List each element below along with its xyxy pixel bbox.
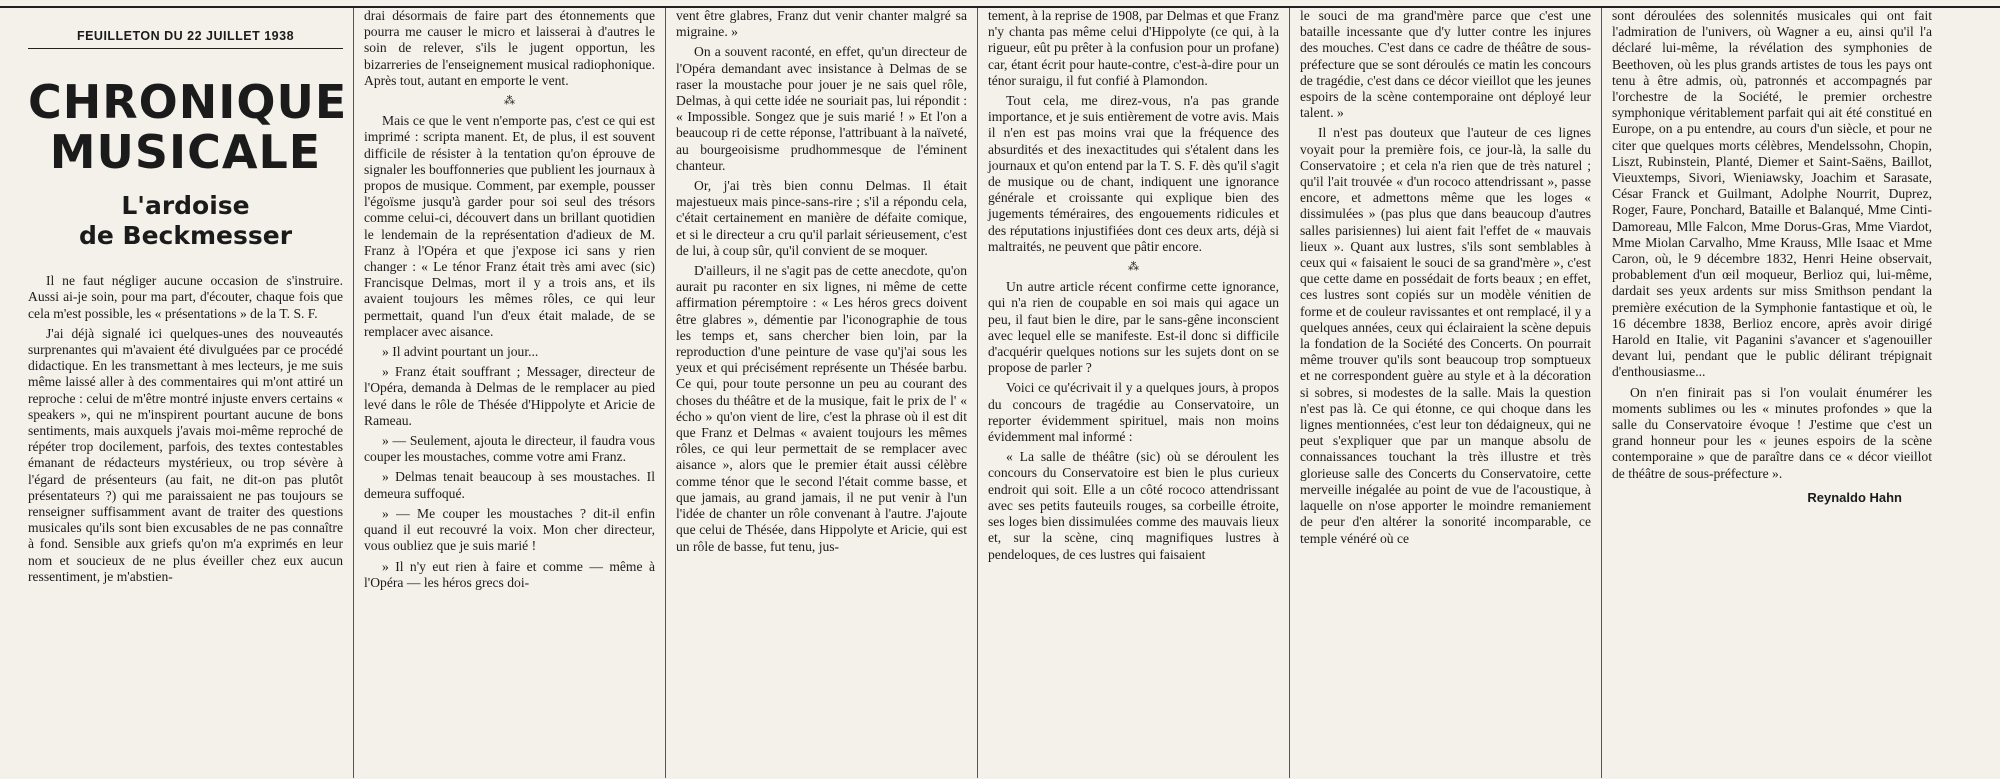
paragraph: Il n'est pas douteux que l'auteur de ces lignes voyait pour la première fois, ce jour-là, la salle du Conservatoire ; et cela n'a rien que de très naturel ; qu'il l'ait trouvée « d'un rococo attendrissant », passe encore, et admettons même que les loges « dissimulées » (pas plus que dans beaucoup d'autres salles parisiennes) lui aient fait l'effet de « mauvais lieux ». Quant aux lustres, s'ils sont semblables à ceux qui « faisaient le souci de sa grand'mère », c'est que cette dame en possédait de forts beaux ; en effet, ces lustres sont copiés sur un modèle vénitien de forme et de couleur ravissantes et ont remplacé, il y a quelques années, ceux qui éclairaient la scène depuis la fondation de la Société des Concerts. On pourrait même trouver qu'ils sont beaucoup trop somptueux et ne correspondent guère au style et à la décoration si sobres, si modestes de la salle. Mais la question n'est pas là. Ce qui étonne, ce qui choque dans les lignes mentionnées, c'est leur ton dédaigneux, qui ne peut s'expliquer que par un manque absolu de connaissances touchant la très illustre et très glorieuse salle des Concerts du Conservatoire, cette merveille inégalée au point de vue de l'acoustique, à laquelle on n'ose apporter le moindre remaniement de peur d'en altérer la sonorité incomparable, ce temple vénéré où ce: [1300, 125, 1591, 546]
title-line-1: CHRONIQUE: [28, 75, 348, 130]
paragraph: Mais ce que le vent n'emporte pas, c'est ce qui est imprimé : scripta manent. Et, de plus, il est souvent difficile de résister à la tentation qu'on éprouve de signaler les bouffonneries que publient les journaux à propos de musique. Comment, par exemple, pousser l'égoïsme jusqu'à garder pour soi seul des trésors comme celui-ci, découvert dans un brillant quotidien le lendemain de la représentation d'adieux de M. Franz à l'Opéra et que j'expose ici sans y rien changer : « Le ténor Franz était très ami avec (sic) Francisque Delmas, mort il y a trois ans, et ils avaient toujours les mêmes rôles, ce qui leur permettait, quand l'un d'eux était malade, de se remplacer avec aisance.: [364, 113, 655, 339]
column-4: [978, 8, 1290, 778]
paragraph: » Il n'y eut rien à faire et comme — même à l'Opéra — les héros grecs doi-: [364, 558, 655, 590]
author-signature: Reynaldo Hahn: [1807, 489, 1902, 505]
subtitle-line-1: L'ardoise: [121, 191, 250, 221]
paragraph: Or, j'ai très bien connu Delmas. Il était majestueux mais pince-sans-rire ; s'il a répondu cela, c'était certainement en manière de défaite comique, et si le directeur a cru qu'il parlait sérieusement, c'est de lui, à coup sûr, qu'il convient de se moquer.: [676, 178, 967, 258]
article-title: [28, 75, 348, 180]
paragraph: « La salle de théâtre (sic) où se déroulent les concours du Conservatoire est bien le plus curieux endroit qui soit. Elle a un côté rococo attendrissant avec ses petits fauteuils rouges, sa corbeille étroite, ses loges bien dissimulées comme des mauvais lieux et, sur la scène, cinq magnifiques lustres à pendeloques, de ces lustres qui faisaient: [988, 449, 1279, 562]
section-ornament: ⁂: [1128, 261, 1139, 274]
paragraph: Il ne faut négliger aucune occasion de s'instruire. Aussi ai-je soin, pour ma part, d'écouter, chaque fois que cela m'est possible, les « présentations » de la T. S. F.: [28, 273, 343, 321]
paragraph: Voici ce qu'écrivait il y a quelques jours, à propos du concours de tragédie au Conservatoire, un reporter évidemment spirituel, mais non moins évidemment mal informé :: [988, 380, 1279, 445]
section-ornament: ⁂: [504, 95, 515, 108]
paragraph: J'ai déjà signalé ici quelques-unes des nouveautés surprenantes qui m'avaient été divulguées par ce procédé didactique. En les transmettant à mes lecteurs, je me suis même laissé aller à des commentaires qui m'ont attiré un reproche : celui de m'être montré injuste envers certains « speakers », qui ne m'inspirent pourtant aucune de bons sentiments, mais auxquels j'avais moi-même reproché de répéter trop docilement, parfois, des textes contestables émanant de rédacteurs mystérieux, ou trop sévère à l'égard de présenteurs (au fait, ne dit-on pas plutôt présentateurs ?) qui me paraissaient ne pas toujours se renseigner suffisamment avant de traiter des questions musicales qu'ils sont bien excusables de ne pas connaître à fond. Sensible aux griefs qu'on m'a exprimés en leur nom et soucieux de ne plus éveiller chez eux aucun ressentiment, je m'abstien-: [28, 325, 343, 584]
column-3: [666, 8, 978, 778]
title-line-2: MUSICALE: [49, 125, 322, 180]
subtitle-line-2: de Beckmesser: [78, 221, 293, 251]
paragraph: drai désormais de faire part des étonnements que pourra me causer le micro et laisserai à d'autres le soin de relever, s'ils le jugent opportun, les bizarreries de l'enseignement musical radiophonique. Après tout, autant en emporte le vent.: [364, 8, 655, 88]
paragraph: » Il advint pourtant un jour...: [382, 344, 539, 360]
article-subtitle: [28, 191, 343, 251]
feuilleton-date: FEUILLETON DU 22 JUILLET 1938: [28, 28, 343, 49]
paragraph: Tout cela, me direz-vous, n'a pas grande importance, et je suis entièrement de votre avis. Mais il n'en est pas moins vrai que la fréquence des absurdités et des inexactitudes qui s'étalent dans les journaux et qu'on entend par la T. S. F. dès qu'il s'agit de musique ou de chant, indiquent une ignorance générale et croissante qui explique bien des jugements téméraires, des engouements ridicules et des réputations injustifiées dont ces deux arts, déjà si maltraités, ne peuvent que pâtir encore.: [988, 93, 1279, 254]
paragraph: » — Seulement, ajouta le directeur, il faudra vous couper les moustaches, comme votre ami Franz.: [364, 433, 655, 465]
column-2: [354, 8, 666, 778]
article-columns: [18, 8, 1986, 778]
paragraph: Un autre article récent confirme cette ignorance, qui n'a rien de coupable en soi mais qui agace un peu, il faut bien le dire, par le sans-gêne inconscient avec lequel elle se manifeste. Est-il donc si difficile d'acquérir quelques notions sur les sujets dont on se propose de parler ?: [988, 279, 1279, 376]
paragraph: » — Me couper les moustaches ? dit-il enfin quand il eut recouvré la voix. Mon cher directeur, vous oubliez que je suis marié !: [364, 505, 655, 554]
paragraph: vent être glabres, Franz dut venir chanter malgré sa migraine. »: [676, 8, 967, 40]
column-1: [18, 8, 354, 778]
paragraph: D'ailleurs, il ne s'agit pas de cette anecdote, qu'on aurait pu raconter en six lignes, ni même de cette affirmation péremptoire : « Les héros grecs doivent être glabres », démentie par l'iconographie de tous les temps et, sans chercher bien loin, par la reproduction d'une peinture de vase qu'j'ai sous les yeux et qui précisément représente un Thésée barbu. Ce qui, pour toute personne un peu au courant des choses du théâtre et de la musique, fait le prix de l' « écho » qu'on vient de lire, c'est la phrase où il est dit que Franz et Delmas « avaient toujours les mêmes rôles, ce qui leur permettait de se remplacer avec aisance », alors que le premier était aussi célèbre comme ténor que le second l'était comme basse, et que jamais, au grand jamais, il ne put venir à l'un l'idée de chanter un rôle convenant à l'autre. J'ajoute que celui de Thésée, dans Hippolyte et Aricie, qui est un rôle de basse, fut tenu, jus-: [676, 263, 967, 554]
paragraph: le souci de ma grand'mère parce que c'est une bataille incessante que d'y lutter contre les injures des mouches. C'est dans ce cadre de théâtre de sous-préfecture que se sont déroulés ce matin les concours de tragédie, c'est dans ce décor vieillot que les jeunes espoirs de la scène contemporaine ont déployé leur talent. »: [1300, 8, 1591, 121]
top-rule: [0, 6, 2000, 8]
paragraph: On a souvent raconté, en effet, qu'un directeur de l'Opéra demandant avec insistance à Delmas de se raser la moustache pour jouer je ne sais quel rôle, Delmas, à qui cette idée ne souriait pas, lui répondit : « Impossible. Songez que je suis marié ! » Et l'on a beaucoup ri de cette réponse, l'attribuant à la naïveté, au bourgeoisisme prudhommesque de l'éminent chanteur.: [676, 44, 967, 173]
paragraph: » Delmas tenait beaucoup à ses moustaches. Il demeura suffoqué.: [364, 469, 655, 501]
paragraph: tement, à la reprise de 1908, par Delmas et que Franz n'y chanta pas même celui d'Hippolyte (ce qui, à la rigueur, eût pu prêter à la confusion pour un profane) car, étant écrit pour haute-contre, c'est-à-dire pour un ténor suraigu, il fut confié à Plamondon.: [988, 8, 1279, 88]
paragraph: » Franz était souffrant ; Messager, directeur de l'Opéra, demanda à Delmas de le remplacer au pied levé dans le rôle de Thésée d'Hippolyte et Aricie de Rameau.: [364, 364, 655, 428]
column-5: [1290, 8, 1602, 778]
paragraph: On n'en finirait pas si l'on voulait énumérer les moments sublimes ou les « minutes profondes » que la salle du Conservatoire évoque ! J'estime que c'est un grand honneur pour les « jeunes espoirs de la scène contemporaine » que de paraître dans ce « décor vieillot de théâtre de sous-préfecture ».: [1612, 384, 1932, 481]
paragraph: sont déroulées des solennités musicales qui ont fait l'admiration de l'univers, où Wagner a eu, ainsi qu'il l'a déclaré lui-même, la révélation des symphonies de Beethoven, où les plus grands artistes de tous les pays ont tenu à être admis, où, patronnés et accompagnés par l'orchestre de la Société, le premier orchestre symphonique véritablement parfait qui ait été constitué en Europe, on a pu entendre, au cours d'un siècle, et pour ne citer que quelques morts célèbres, Mendelssohn, Chopin, Liszt, Rubinstein, Planté, Diemer et Saint-Saëns, Baillot, Vieuxtemps, Sivori, Wieniawsky, Joachim et Sarasate, César Franck et Guilmant, Adolphe Nourrit, Duprez, Roger, Faure, Ponchard, Bataille et Balanqué, Mme Cinti-Damoreau, Mlle Falcon, Mme Dorus-Gras, Mme Viardot, Mme Miolan Carvalho, Mme Krauss, Mlle Isaac et Mme Caron, où, le 9 décembre 1832, Henri Heine observait, probablement d'un œil moqueur, Berlioz qui, lui-même, dardait ses yeux ardents sur miss Smithson pendant la première exécution de la Symphonie fantastique et où, le 16 décembre 1838, Berlioz encore, après avoir dirigé Harold en Italie, vit Paganini s'avancer et s'agenouiller devant lui, pendant que le public délirant trépignait d'enthousiasme...: [1612, 8, 1932, 380]
column-6: [1602, 8, 1942, 778]
